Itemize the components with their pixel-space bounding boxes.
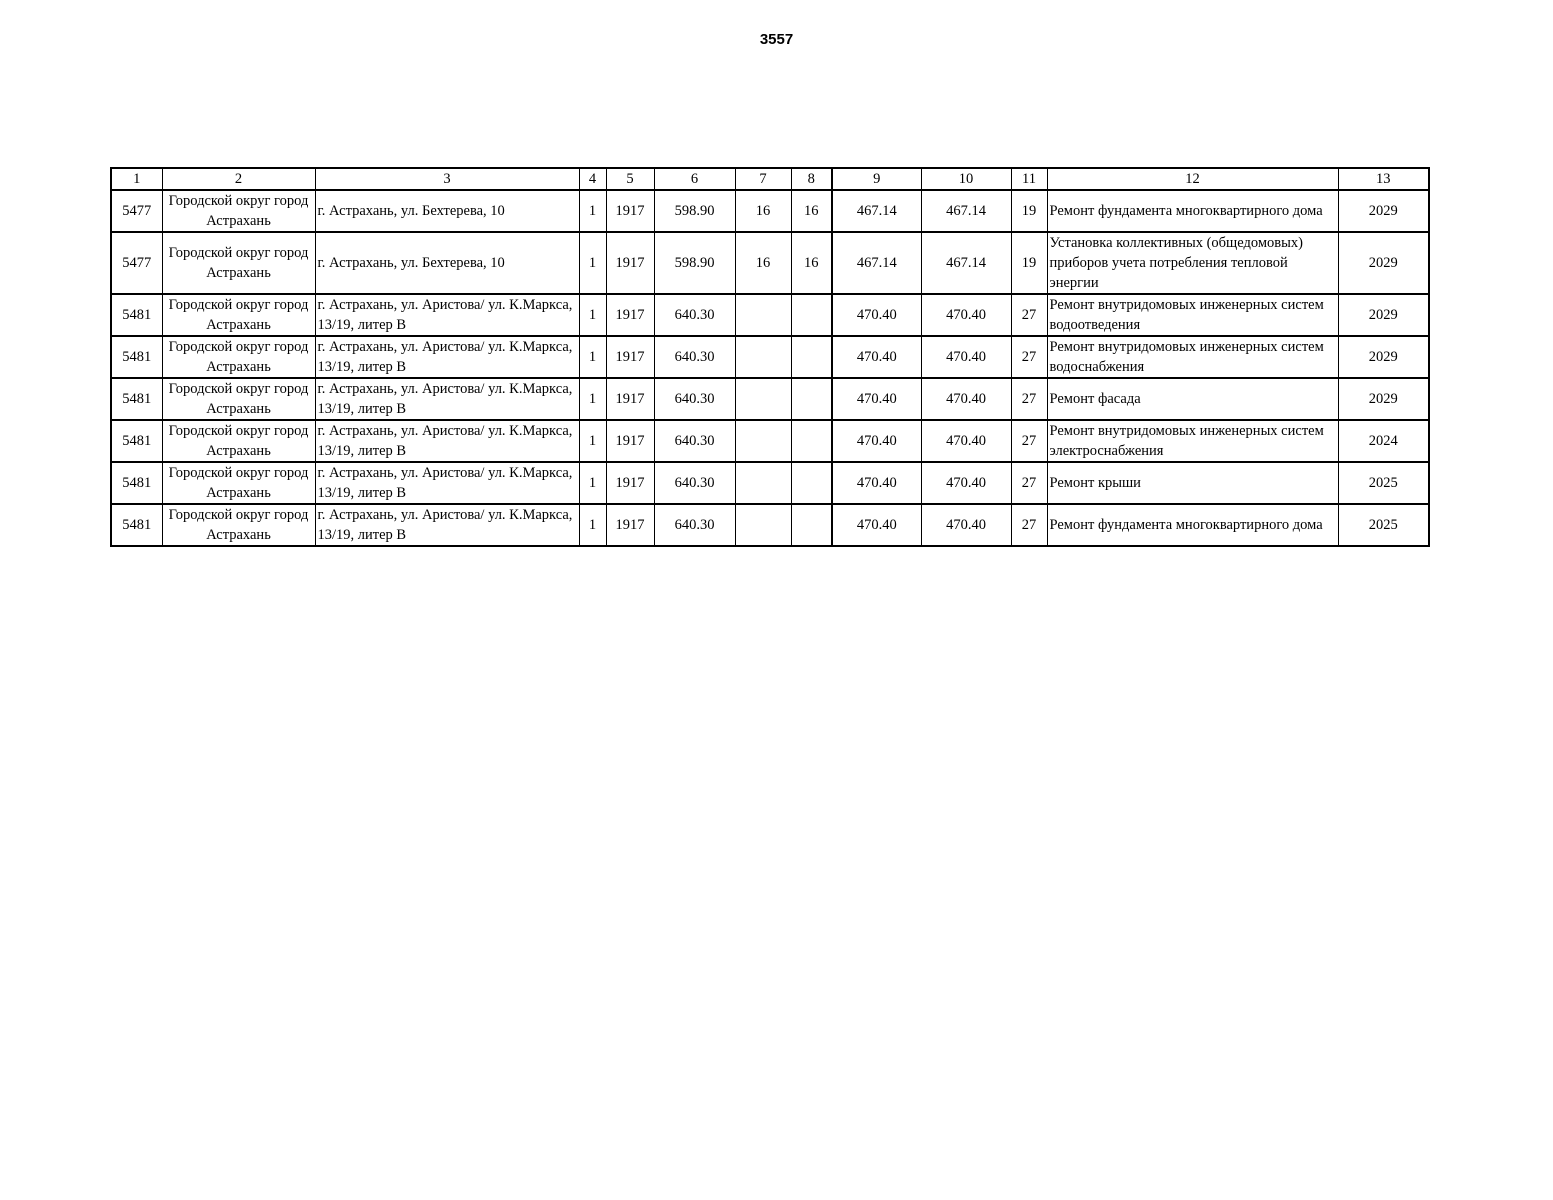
cell-col7: 16 — [735, 190, 791, 232]
cell-area-10: 470.40 — [921, 420, 1011, 462]
cell-address: г. Астрахань, ул. Бехтерева, 10 — [315, 190, 579, 232]
cell-id: 5481 — [111, 462, 162, 504]
cell-id: 5477 — [111, 190, 162, 232]
col-header-5: 5 — [606, 168, 654, 190]
header-row — [111, 168, 1429, 190]
cell-id: 5477 — [111, 232, 162, 294]
cell-id: 5481 — [111, 378, 162, 420]
cell-id: 5481 — [111, 420, 162, 462]
table-row — [111, 420, 1429, 462]
cell-address: г. Астрахань, ул. Аристова/ ул. К.Маркса, 13/19, литер В — [315, 462, 579, 504]
cell-plan-year: 2029 — [1338, 294, 1429, 336]
cell-area-9: 470.40 — [832, 294, 921, 336]
table-row — [111, 462, 1429, 504]
cell-col4: 1 — [579, 378, 606, 420]
cell-area-10: 470.40 — [921, 294, 1011, 336]
cell-municipality: Городской округ город Астрахань — [162, 420, 315, 462]
col-header-8: 8 — [791, 168, 832, 190]
cell-area-total: 640.30 — [654, 336, 735, 378]
cell-municipality: Городской округ город Астрахань — [162, 504, 315, 546]
cell-col11: 19 — [1011, 232, 1047, 294]
cell-address: г. Астрахань, ул. Аристова/ ул. К.Маркса, 13/19, литер В — [315, 378, 579, 420]
cell-address: г. Астрахань, ул. Аристова/ ул. К.Маркса, 13/19, литер В — [315, 420, 579, 462]
cell-area-9: 467.14 — [832, 232, 921, 294]
cell-id: 5481 — [111, 294, 162, 336]
cell-area-10: 467.14 — [921, 232, 1011, 294]
cell-col8 — [791, 504, 832, 546]
cell-plan-year: 2029 — [1338, 378, 1429, 420]
cell-area-10: 470.40 — [921, 504, 1011, 546]
cell-area-9: 467.14 — [832, 190, 921, 232]
cell-work-type: Ремонт фундамента многоквартирного дома — [1047, 504, 1338, 546]
cell-col7 — [735, 420, 791, 462]
cell-area-total: 640.30 — [654, 294, 735, 336]
col-header-11: 11 — [1011, 168, 1047, 190]
cell-col7 — [735, 462, 791, 504]
cell-area-10: 470.40 — [921, 378, 1011, 420]
cell-work-type: Ремонт внутридомовых инженерных систем водоотведения — [1047, 294, 1338, 336]
cell-col4: 1 — [579, 504, 606, 546]
cell-col11: 27 — [1011, 462, 1047, 504]
cell-area-total: 640.30 — [654, 378, 735, 420]
cell-col4: 1 — [579, 190, 606, 232]
cell-year: 1917 — [606, 190, 654, 232]
table-row — [111, 336, 1429, 378]
cell-area-10: 467.14 — [921, 190, 1011, 232]
cell-work-type: Установка коллективных (общедомовых) приборов учета потребления тепловой энергии — [1047, 232, 1338, 294]
cell-col8 — [791, 420, 832, 462]
cell-col7 — [735, 294, 791, 336]
cell-work-type: Ремонт крыши — [1047, 462, 1338, 504]
cell-municipality: Городской округ город Астрахань — [162, 232, 315, 294]
cell-col8: 16 — [791, 190, 832, 232]
table-row — [111, 294, 1429, 336]
cell-work-type: Ремонт фундамента многоквартирного дома — [1047, 190, 1338, 232]
cell-col8 — [791, 294, 832, 336]
cell-area-10: 470.40 — [921, 462, 1011, 504]
cell-col8 — [791, 378, 832, 420]
col-header-12: 12 — [1047, 168, 1338, 190]
cell-area-total: 640.30 — [654, 504, 735, 546]
cell-area-9: 470.40 — [832, 504, 921, 546]
cell-year: 1917 — [606, 504, 654, 546]
cell-col11: 27 — [1011, 336, 1047, 378]
col-header-4: 4 — [579, 168, 606, 190]
cell-col11: 27 — [1011, 504, 1047, 546]
col-header-6: 6 — [654, 168, 735, 190]
cell-year: 1917 — [606, 462, 654, 504]
cell-municipality: Городской округ город Астрахань — [162, 336, 315, 378]
cell-col11: 27 — [1011, 378, 1047, 420]
cell-area-9: 470.40 — [832, 378, 921, 420]
cell-plan-year: 2024 — [1338, 420, 1429, 462]
cell-col7 — [735, 378, 791, 420]
col-header-9: 9 — [832, 168, 921, 190]
cell-work-type: Ремонт фасада — [1047, 378, 1338, 420]
col-header-1: 1 — [111, 168, 162, 190]
page-number: 3557 — [759, 31, 794, 48]
table-row — [111, 190, 1429, 232]
cell-id: 5481 — [111, 504, 162, 546]
cell-area-9: 470.40 — [832, 336, 921, 378]
table-row — [111, 232, 1429, 294]
cell-col4: 1 — [579, 336, 606, 378]
cell-col4: 1 — [579, 232, 606, 294]
cell-area-total: 640.30 — [654, 420, 735, 462]
cell-plan-year: 2025 — [1338, 504, 1429, 546]
cell-address: г. Астрахань, ул. Аристова/ ул. К.Маркса, 13/19, литер В — [315, 504, 579, 546]
cell-year: 1917 — [606, 294, 654, 336]
cell-plan-year: 2029 — [1338, 336, 1429, 378]
cell-plan-year: 2029 — [1338, 232, 1429, 294]
cell-col4: 1 — [579, 294, 606, 336]
cell-year: 1917 — [606, 232, 654, 294]
col-header-10: 10 — [921, 168, 1011, 190]
register-table — [110, 167, 1430, 547]
cell-year: 1917 — [606, 378, 654, 420]
cell-col7 — [735, 336, 791, 378]
cell-col7: 16 — [735, 232, 791, 294]
table-row — [111, 504, 1429, 546]
cell-work-type: Ремонт внутридомовых инженерных систем водоснабжения — [1047, 336, 1338, 378]
cell-col4: 1 — [579, 462, 606, 504]
col-header-2: 2 — [162, 168, 315, 190]
cell-col4: 1 — [579, 420, 606, 462]
cell-col11: 27 — [1011, 420, 1047, 462]
cell-col8 — [791, 336, 832, 378]
cell-plan-year: 2025 — [1338, 462, 1429, 504]
cell-col11: 27 — [1011, 294, 1047, 336]
cell-area-9: 470.40 — [832, 462, 921, 504]
cell-area-9: 470.40 — [832, 420, 921, 462]
cell-municipality: Городской округ город Астрахань — [162, 190, 315, 232]
cell-col11: 19 — [1011, 190, 1047, 232]
col-header-13: 13 — [1338, 168, 1429, 190]
col-header-3: 3 — [315, 168, 579, 190]
cell-municipality: Городской округ город Астрахань — [162, 378, 315, 420]
cell-area-total: 598.90 — [654, 232, 735, 294]
cell-address: г. Астрахань, ул. Аристова/ ул. К.Маркса, 13/19, литер В — [315, 336, 579, 378]
cell-col8 — [791, 462, 832, 504]
cell-year: 1917 — [606, 420, 654, 462]
cell-col7 — [735, 504, 791, 546]
cell-municipality: Городской округ город Астрахань — [162, 294, 315, 336]
cell-area-10: 470.40 — [921, 336, 1011, 378]
cell-plan-year: 2029 — [1338, 190, 1429, 232]
cell-col8: 16 — [791, 232, 832, 294]
cell-year: 1917 — [606, 336, 654, 378]
table-row — [111, 378, 1429, 420]
cell-area-total: 598.90 — [654, 190, 735, 232]
col-header-7: 7 — [735, 168, 791, 190]
cell-work-type: Ремонт внутридомовых инженерных систем электроснабжения — [1047, 420, 1338, 462]
cell-address: г. Астрахань, ул. Бехтерева, 10 — [315, 232, 579, 294]
cell-area-total: 640.30 — [654, 462, 735, 504]
cell-id: 5481 — [111, 336, 162, 378]
cell-municipality: Городской округ город Астрахань — [162, 462, 315, 504]
cell-address: г. Астрахань, ул. Аристова/ ул. К.Маркса, 13/19, литер В — [315, 294, 579, 336]
